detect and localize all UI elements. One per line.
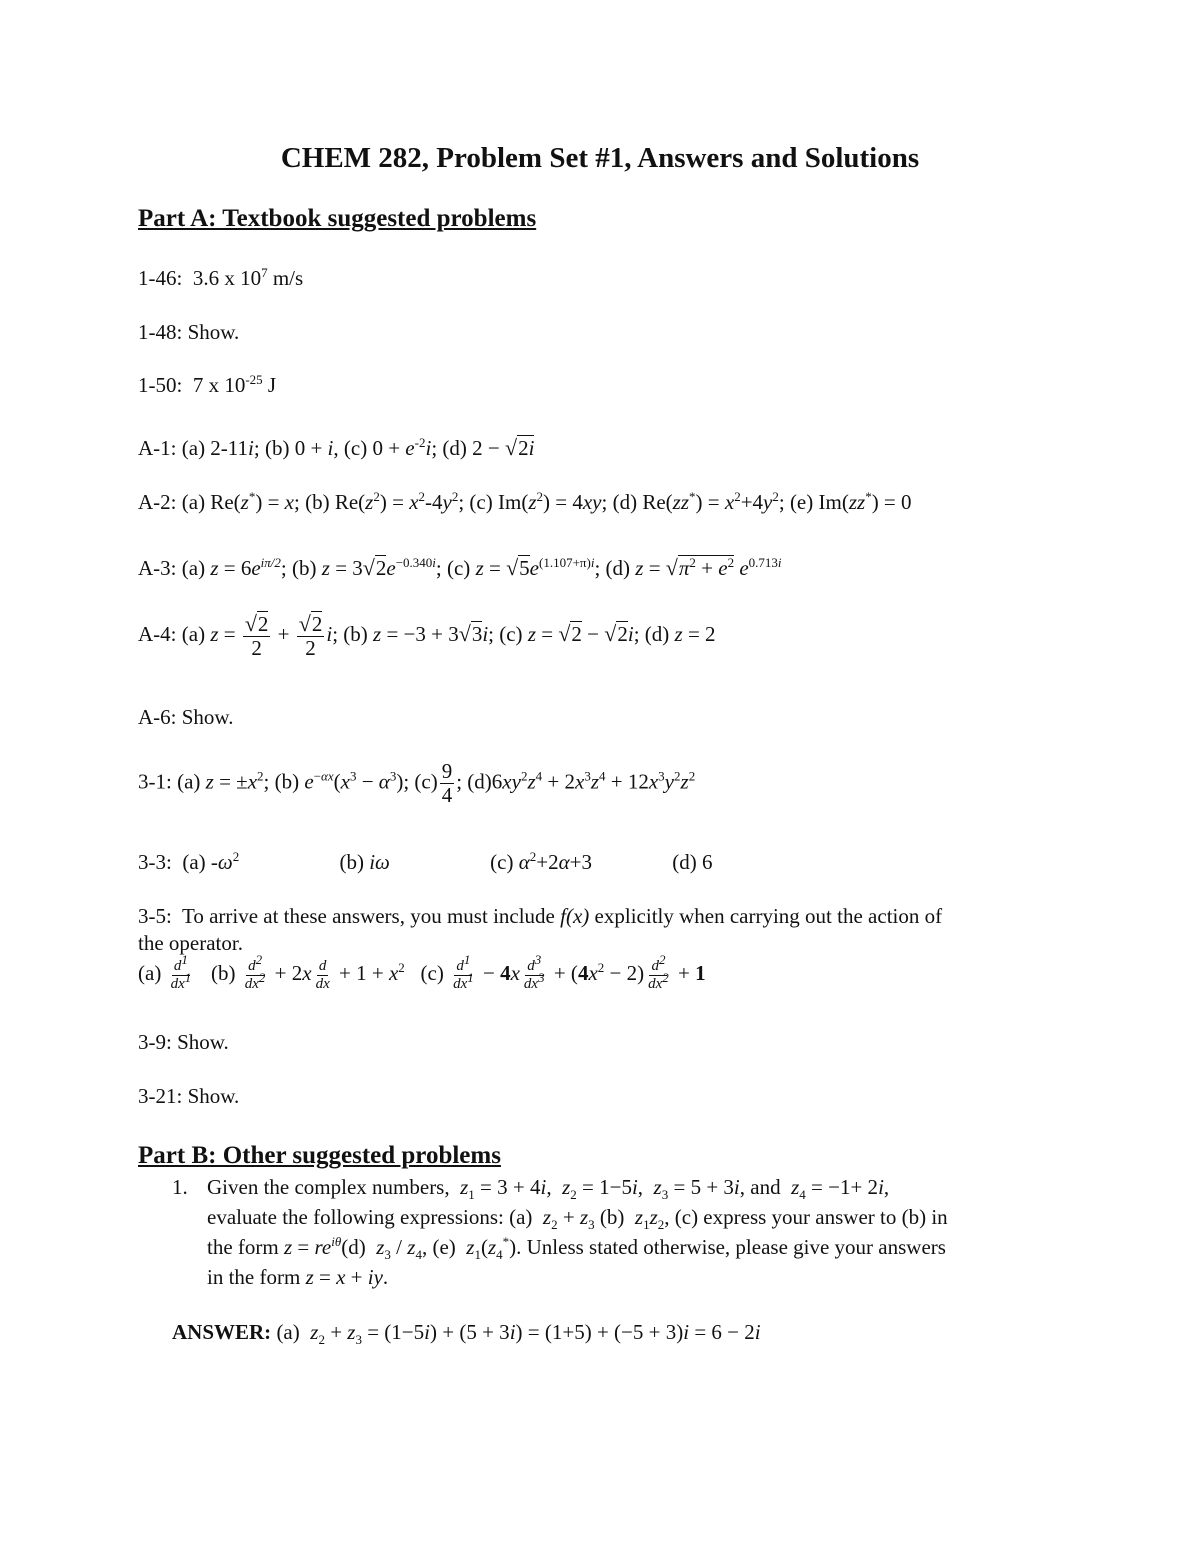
answer-label: A-2: [138,490,177,514]
exponent: -25 [245,372,263,387]
problem-line-4: in the form z = x + iy. [207,1265,389,1289]
answer-a-3: A-3: (a) $z = 6e^{i\pi/2}$; (b) $z = 3√2e^{-0.340i}$; (c) $z = √5e^{(1.107+\pi)i}$; (d) $z = √\pi^2 + e^2$ $e^{0.713i}$ [138,555,782,580]
answer-label: 1-50: [138,373,183,397]
answer-3-5-cont: the operator. [138,931,243,955]
answer-label: ANSWER: [172,1320,272,1344]
part-a-heading: Part A: Textbook suggested problems [138,205,537,232]
answer-a-1: A-1: (a) 2-11i; (b) 0 + i, (c) $0 + e^{-2}i$; (d) 2 − √2i [138,435,535,460]
answer-label: A-1: [138,436,177,460]
problem-line-1: Given the complex numbers, $z_1 = 3 + 4i$, $z_2 = 1-5i$, $z_3 = 5 + 3i$, and $z_4 = -1+ 2i$, [207,1175,890,1203]
answer-a-6: A-6: Show. [138,705,234,729]
answer-label: A-3: [138,556,177,580]
answer-unit: J [267,373,277,397]
answer-a-2: A-2: (a) Re(z*) = x; (b) $Re(z^2) = x^2-4y^2$; (c) $Im(z^2) = 4xy$; (d) $Re(zz^*) = x^2+4y^2$; (e) Im(zz*) = 0 [138,489,912,514]
answer-value: 3.6 x 10 [192,266,262,290]
problem-line-2: evaluate the following expressions: (a) $z_2 + z_3$ (b) $z_1z_2$, (c) express your answer to (b) in [207,1205,948,1233]
answer-label: 3-5: [138,904,172,928]
answer-1-46 [138,266,303,291]
answer-label: 3-3: [138,850,172,874]
answer-value: 7 x 10 [192,373,246,397]
answer-a-4: A-4: (a) z = $\frac{√2}{2}$ + $\frac{√2}{2}$ i; (b) z = −3 + 3√3i; (c) z = √2 − √2i; (d) z = 2 [138,611,716,661]
answer-3-21: 3-21: Show. [138,1084,240,1108]
answer-1-48: 1-48: Show. [138,320,240,344]
answer-3-5-operators: (a) $\frac{d^1}{dx^1}$ (b) $\frac{d^2}{dx^2}$ + 2x $\frac{d}{dx}$ + $1 + x^2$ (c) $\frac{d^1}{dx^1}$ − 4x $\frac{d^3}{dx^3}$ + $(4x^2 - 2)$ $\frac{d^2}{dx^2}$ + 1 [138,952,706,992]
answer-3-3: 3-3: (a) $-\omega^2$ (b) iω (c) $\alpha^2+2\alpha+3$ (d) 6 [138,849,713,874]
answer-3-5: 3-5: To arrive at these answers, you must include f(x) explicitly when carrying out the action of [138,904,943,928]
answer-unit: m/s [272,266,304,290]
answer-label: 3-1: [138,769,172,794]
problem-line-3: the form $z = re^{i\theta}(d)$ $z_3 / z_4$, (e) $z_1(z_4^*)$. Unless stated otherwise, please give your answers [207,1234,946,1263]
answer-label: A-4: [138,621,177,646]
answer-3-9: 3-9: Show. [138,1030,229,1054]
answer-label: 1-46: [138,266,183,290]
page-title: CHEM 282, Problem Set #1, Answers and Solutions [280,142,920,174]
exponent: 7 [261,265,268,280]
answer-1-50 [138,373,276,398]
answer-3-1: 3-1: (a) $z = \pm x^2$; (b) $e^{-\alpha x}(x^3 - \alpha^3)$; (c) $\frac{9}{4}$ ; $(d)6xy^2z^4 + 2x^3z^4 + 12x^3y^2z^2$ [138,759,696,808]
answer-block: ANSWER: (a) $z_2 + z_3 = (1-5i) + (5 + 3i) = (1+5) + (-5 + 3)i = 6 - 2i$ [172,1320,761,1348]
part-b-heading: Part B: Other suggested problems [138,1142,501,1169]
problem-number: 1. [172,1175,188,1199]
